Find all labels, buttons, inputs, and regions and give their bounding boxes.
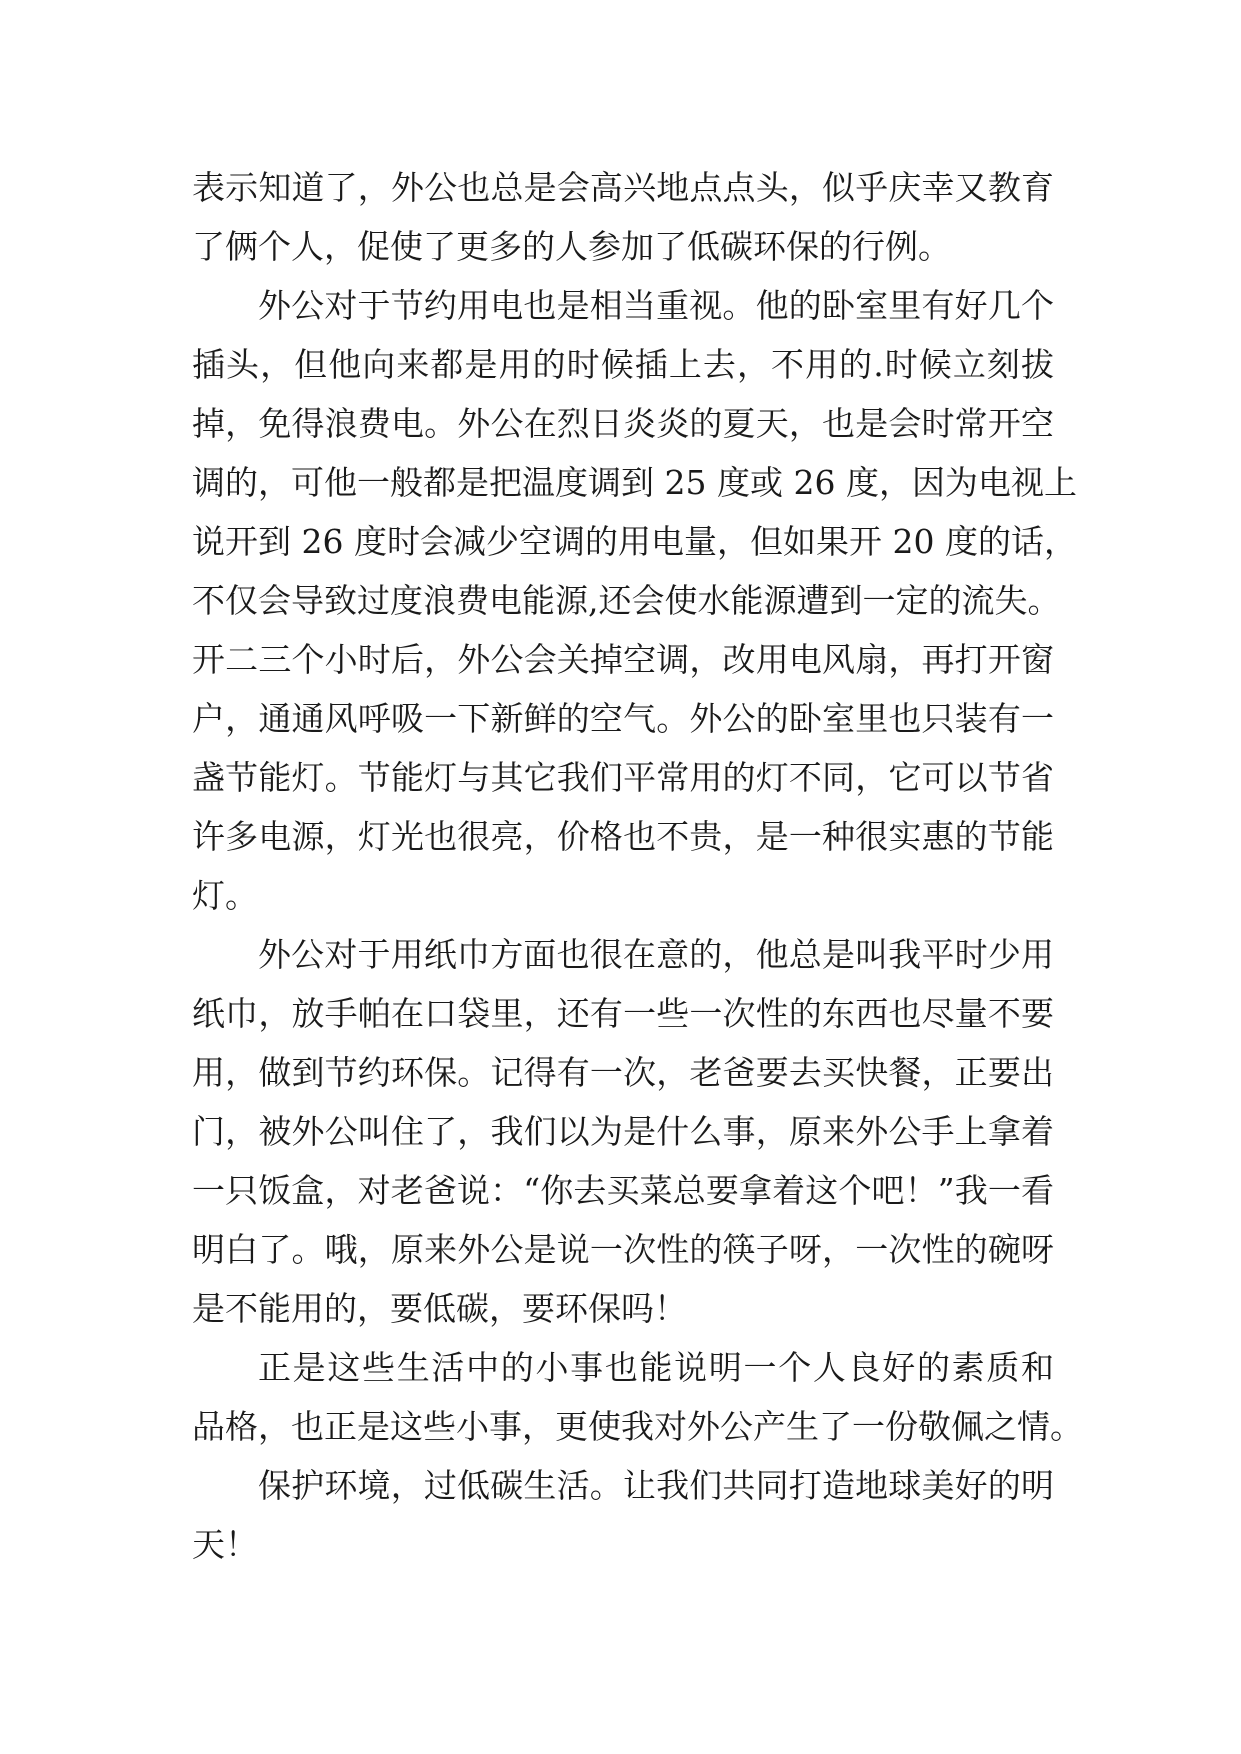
- text-line: 品格，也正是这些小事，更使我对外公产生了一份敬佩之情。: [192, 1407, 1083, 1446]
- text-line: 了俩个人，促使了更多的人参加了低碳环保的行例。: [192, 227, 951, 266]
- text-line: 外公对于节约用电也是相当重视。他的卧室里有好几个: [258, 286, 1054, 325]
- text-line: 表示知道了，外公也总是会高兴地点点头，似乎庆幸又教育: [192, 168, 1054, 207]
- text-line: 不仅会导致过度浪费电能源,还会使水能源遭到一定的流失。: [192, 581, 1061, 620]
- text-line: 门，被外公叫住了，我们以为是什么事，原来外公手上拿着: [192, 1112, 1054, 1151]
- text-line: 灯。: [192, 876, 258, 915]
- text-line: 许多电源，灯光也很亮，价格也不贵，是一种很实惠的节能: [192, 817, 1054, 856]
- text-line: 一只饭盒，对老爸说：“你去买菜总要拿着这个吧！”我一看: [192, 1171, 1054, 1210]
- text-line: 户，通通风呼吸一下新鲜的空气。外公的卧室里也只装有一: [192, 699, 1054, 738]
- text-line: 盏节能灯。节能灯与其它我们平常用的灯不同，它可以节省: [192, 758, 1054, 797]
- text-line: 是不能用的，要低碳，要环保吗！: [192, 1289, 687, 1328]
- body-text: [192, 158, 1083, 1574]
- text-line: 调的，可他一般都是把温度调到 25 度或 26 度，因为电视上: [192, 463, 1077, 502]
- text-line: 外公对于用纸巾方面也很在意的，他总是叫我平时少用: [258, 935, 1054, 974]
- text-line: 正是这些生活中的小事也能说明一个人良好的素质和: [258, 1348, 1054, 1387]
- text-line: 用，做到节约环保。记得有一次，老爸要去买快餐，正要出: [192, 1053, 1054, 1092]
- text-line: 纸巾，放手帕在口袋里，还有一些一次性的东西也尽量不要: [192, 994, 1054, 1033]
- text-line: 保护环境，过低碳生活。让我们共同打造地球美好的明: [258, 1466, 1054, 1505]
- text-line: 开二三个小时后，外公会关掉空调，改用电风扇，再打开窗: [192, 640, 1054, 679]
- text-line: 掉，免得浪费电。外公在烈日炎炎的夏天，也是会时常开空: [192, 404, 1054, 443]
- text-line: 说开到 26 度时会减少空调的用电量，但如果开 20 度的话，: [192, 522, 1077, 561]
- text-line: 明白了。哦，原来外公是说一次性的筷子呀，一次性的碗呀: [192, 1230, 1054, 1269]
- text-line: 插头，但他向来都是用的时候插上去，不用的.时候立刻拔: [192, 345, 1054, 384]
- text-line: 天！: [192, 1525, 258, 1564]
